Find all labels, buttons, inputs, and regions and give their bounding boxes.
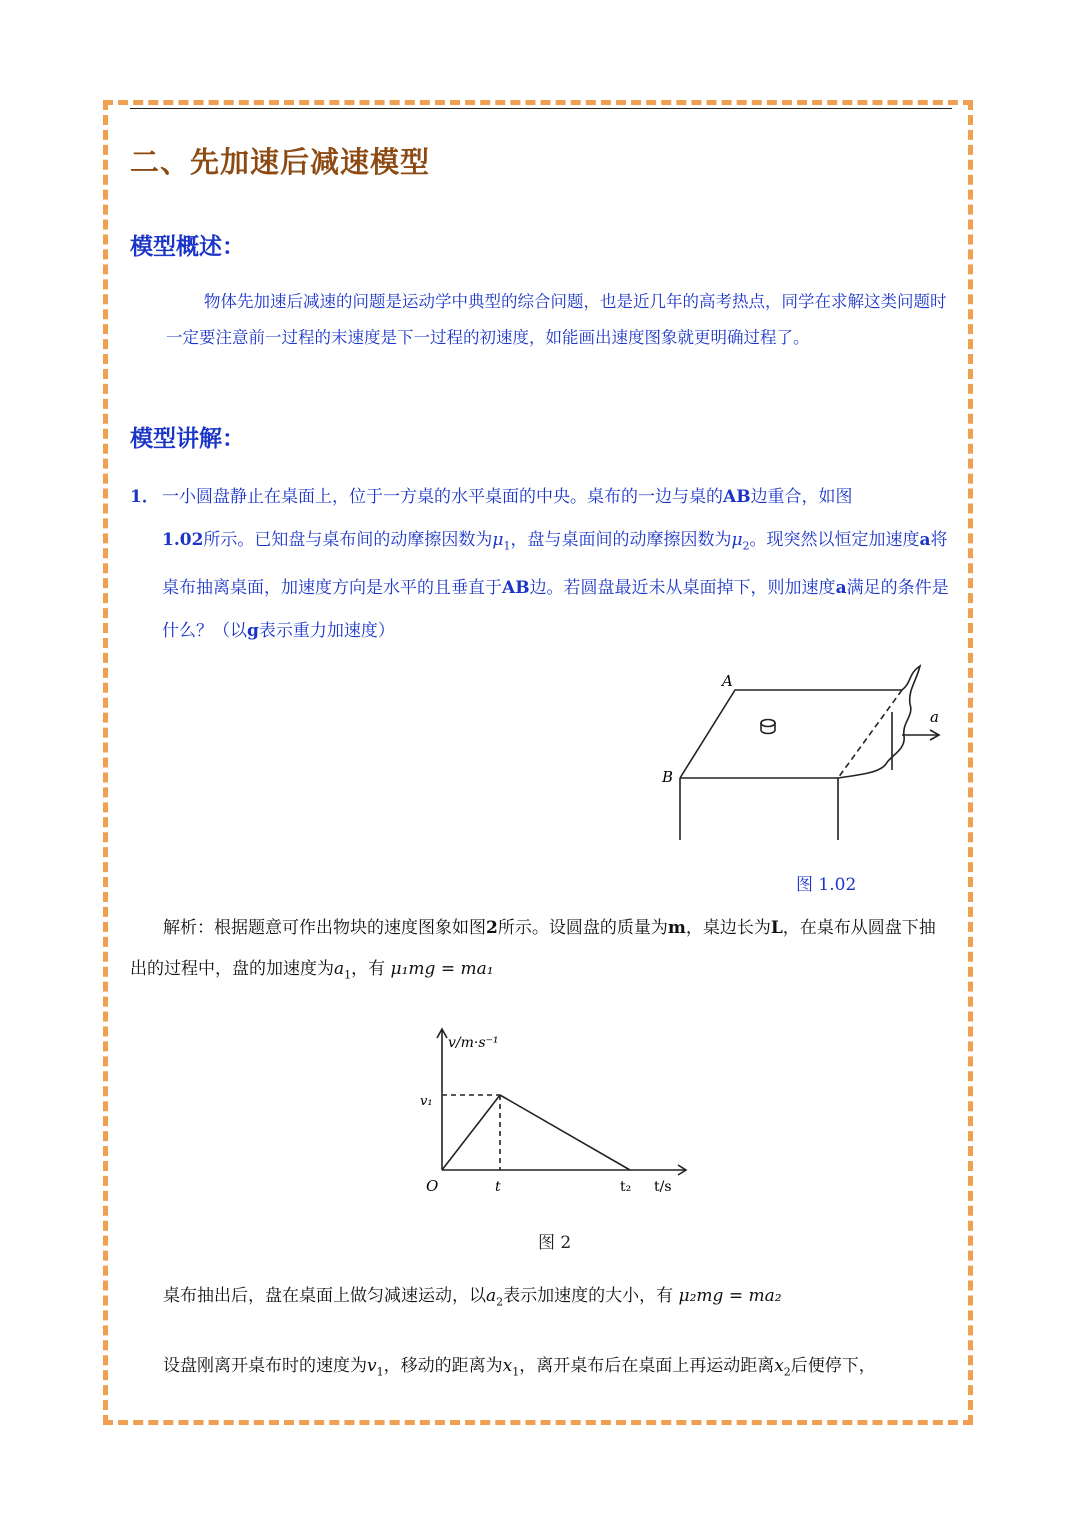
v-t-accel-segment: [442, 1095, 500, 1170]
top-rule: [130, 108, 952, 109]
x-tick-t: t: [495, 1179, 501, 1195]
figure2-caption: 图 2: [538, 1233, 572, 1253]
mu2-symbol: $\mu_2$: [731, 530, 750, 553]
x-tick-t2: t₂: [620, 1179, 632, 1195]
label-b-corner: B: [662, 768, 674, 786]
after-paragraph-2: 设盘刚离开桌布时的速度为$v_1$，移动的距离为$x_1$，离开桌布后在桌面上再运动距离$x_2$后便停下，: [163, 1356, 876, 1379]
a2-symbol: $a_2$: [486, 1286, 504, 1309]
mu1-symbol: $\mu_1$: [492, 530, 511, 553]
a1-symbol: $a_1$: [334, 959, 352, 982]
equation-1: μ₁mg = ma₁: [390, 959, 494, 979]
question-1: [130, 476, 950, 653]
question-text: 一小圆盘静止在桌面上，位于一方桌的水平桌面的中央。桌布的一边与桌的AB边重合，如图 1.02所示。已知盘与桌布间的动摩擦因数为$\mu_1$，盘与桌面间的动摩擦因数为$\mu_2$。现突然以恒定加速度a将桌布抽离桌面，加速度方向是水平的且垂直于AB边。若圆盘最近未从桌面掉下，则加速度a满足的条件是什么？（以g表示重力加速度）: [162, 487, 949, 642]
x1-symbol: $x_1$: [502, 1356, 520, 1379]
x2-symbol: $x_2$: [774, 1356, 791, 1379]
table-top-back-edges: [680, 690, 902, 778]
overview-heading: 模型概述：: [130, 234, 245, 260]
v1-symbol: $v_1$: [367, 1356, 384, 1379]
label-a-corner: A: [722, 672, 733, 690]
y-axis-label: v/m·s⁻¹: [448, 1035, 499, 1051]
v-t-decel-segment: [500, 1095, 630, 1170]
explanation-heading: 模型讲解：: [130, 426, 245, 452]
analysis-paragraph: 解析：根据题意可作出物块的速度图象如图2所示。设圆盘的质量为m，桌边长为L，在桌布从圆盘下抽出的过程中，盘的加速度为$a_1$，有 μ₁mg = ma₁: [130, 918, 936, 982]
question-number: 1．: [130, 487, 159, 507]
section-title: 二、先加速后减速模型: [130, 145, 431, 179]
figure-table-cloth: [640, 660, 960, 845]
disk-top: [761, 720, 775, 727]
cloth-edge: [838, 666, 920, 778]
figure-velocity-time: [410, 1025, 700, 1215]
disk-side: [761, 723, 775, 734]
equation-2: μ₂mg = ma₂: [678, 1286, 782, 1306]
origin-label: O: [426, 1177, 439, 1195]
overview-text: 物体先加速后减速的问题是运动学中典型的综合问题，也是近几年的高考热点，同学在求解这类问题时一定要注意前一过程的末速度是下一过程的初速度，如能画出速度图象就更明确过程了。: [166, 292, 947, 347]
after-paragraph-1: 桌布抽出后，盘在桌面上做匀减速运动，以$a_2$表示加速度的大小，有 μ₂mg = ma₂: [163, 1286, 782, 1309]
x-axis-label: t/s: [654, 1179, 672, 1195]
figure1-caption: 图 1.02: [796, 875, 857, 895]
label-accel: a: [930, 708, 939, 726]
y-tick-v1: v₁: [420, 1094, 433, 1109]
